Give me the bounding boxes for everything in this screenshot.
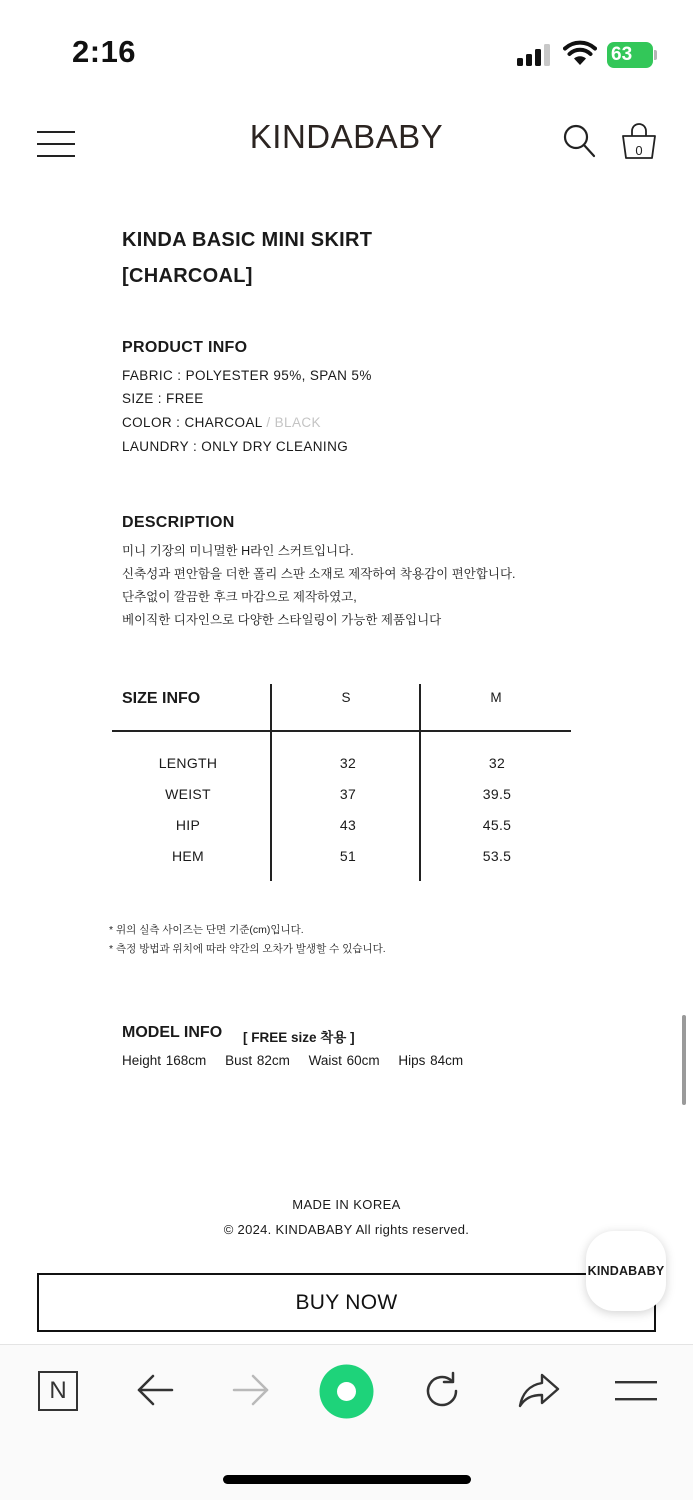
copyright: © 2024. KINDABABY All rights reserved.	[223, 1222, 470, 1237]
description-line: 신축성과 편안함을 더한 폴리 스판 소재로 제작하여 착용감이 편안합니다.	[122, 567, 516, 581]
description-heading: DESCRIPTION	[122, 514, 235, 531]
table-cell: 39.5	[482, 786, 512, 802]
model-hips: Hips 84cm	[398, 1053, 464, 1068]
size-info: SIZE : FREE	[122, 391, 204, 406]
measurement-note: * 측정 방법과 위치에 따라 약간의 오차가 발생할 수 있습니다.	[109, 943, 386, 955]
refresh-icon[interactable]	[422, 1371, 462, 1411]
model-size-tag: [ FREE size 착용 ]	[243, 1030, 355, 1045]
table-cell: 43	[339, 817, 357, 833]
model-info-heading: MODEL INFO	[122, 1024, 223, 1041]
back-arrow-icon[interactable]	[136, 1374, 174, 1406]
table-cell: 51	[339, 848, 357, 864]
table-row-label: HEM	[171, 848, 204, 864]
product-title-line2: [CHARCOAL]	[122, 265, 253, 287]
fabric-info: FABRIC : POLYESTER 95%, SPAN 5%	[122, 368, 372, 383]
table-cell: 53.5	[482, 848, 512, 864]
product-info-heading: PRODUCT INFO	[122, 339, 248, 356]
made-in-label: MADE IN KOREA	[292, 1197, 401, 1212]
scrollbar[interactable]	[682, 1015, 686, 1105]
product-title	[122, 222, 372, 294]
size-info-heading: SIZE INFO	[122, 690, 201, 707]
cellular-signal-icon	[517, 44, 551, 66]
battery-level: 63	[607, 42, 653, 68]
home-indicator[interactable]	[223, 1475, 471, 1484]
status-time: 2:16	[72, 34, 137, 69]
table-cell: 37	[339, 786, 357, 802]
table-row-label: WEIST	[165, 786, 211, 802]
measurement-note: * 위의 실측 사이즈는 단면 기준(cm)입니다.	[109, 924, 304, 936]
menu-lines-icon[interactable]	[615, 1379, 657, 1403]
description-line: 단추없이 깔끔한 후크 마감으로 제작하였고,	[122, 590, 357, 604]
table-divider	[270, 684, 272, 881]
table-row-label: HIP	[175, 817, 201, 833]
description-line: 미니 기장의 미니멀한 H라인 스커트입니다.	[122, 544, 354, 558]
color-other: / BLACK	[262, 415, 321, 430]
size-column-m: M	[490, 690, 502, 705]
color-selected: COLOR : CHARCOAL	[122, 415, 263, 430]
battery-cap	[654, 50, 657, 60]
model-waist: Waist 60cm	[308, 1053, 380, 1068]
record-button-icon[interactable]	[319, 1364, 374, 1419]
kindababy-floating-badge[interactable]: KINDABABY	[586, 1231, 666, 1311]
laundry-info: LAUNDRY : ONLY DRY CLEANING	[122, 439, 349, 454]
naver-home-button[interactable]	[38, 1371, 78, 1411]
forward-arrow-icon[interactable]	[232, 1374, 270, 1406]
wifi-icon	[563, 40, 597, 66]
table-cell: 32	[488, 755, 506, 771]
table-cell: 45.5	[482, 817, 512, 833]
color-info	[122, 415, 321, 430]
table-row-label: LENGTH	[158, 755, 218, 771]
naver-letter: N	[49, 1377, 67, 1404]
model-bust: Bust 82cm	[225, 1053, 290, 1068]
battery-indicator	[607, 42, 657, 68]
model-measurements	[122, 1053, 477, 1068]
share-icon[interactable]	[518, 1372, 560, 1408]
cart-count: 0	[635, 143, 643, 158]
model-height: Height 168cm	[122, 1053, 207, 1068]
search-icon[interactable]	[562, 123, 596, 159]
buy-now-button[interactable]: BUY NOW	[37, 1273, 656, 1332]
table-header-rule	[112, 730, 571, 732]
brand-logo[interactable]: KINDABABY	[249, 118, 444, 155]
description-line: 베이직한 디자인으로 다양한 스타일링이 가능한 제품입니다	[122, 613, 442, 627]
size-column-s: S	[341, 690, 351, 705]
product-title-line1: KINDA BASIC MINI SKIRT	[122, 229, 373, 251]
table-cell: 32	[339, 755, 357, 771]
